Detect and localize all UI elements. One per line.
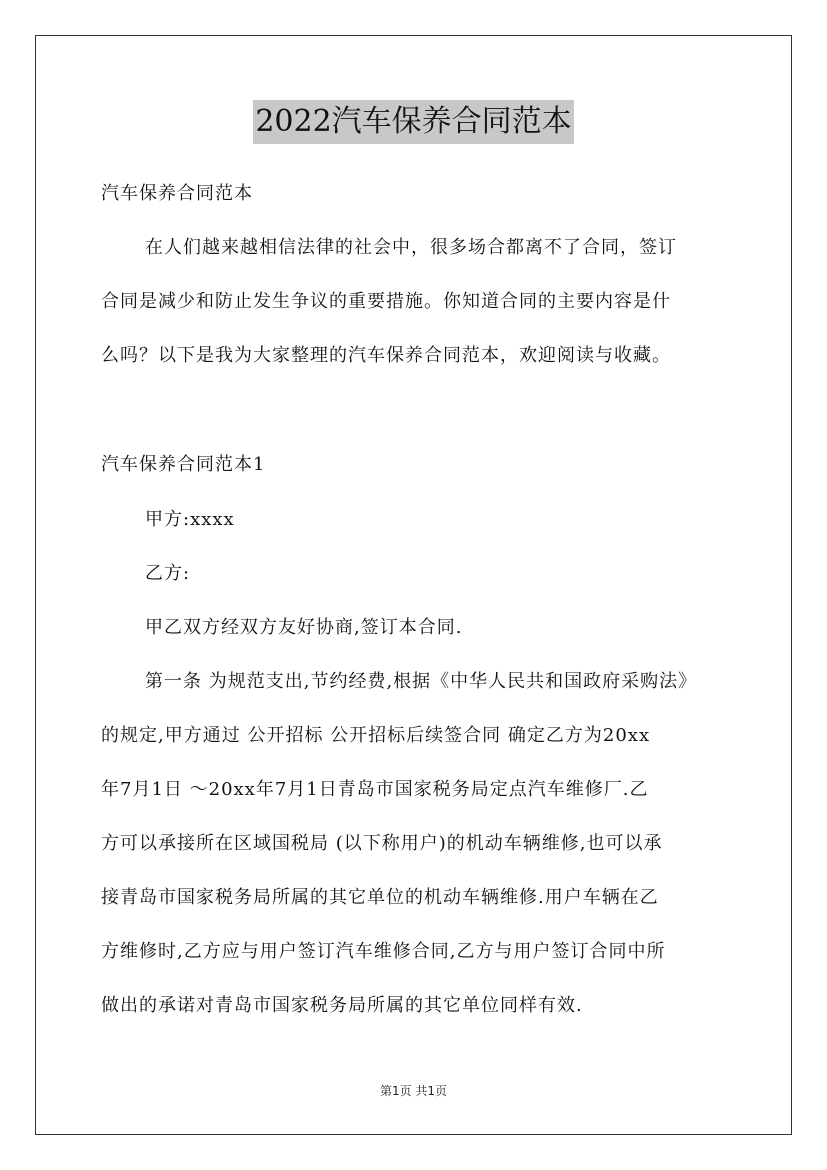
section-heading: 汽车保养合同范本1 <box>101 454 266 475</box>
article1-line-4: 方可以承接所在区域国税局 (以下称用户)的机动车辆维修,也可以承 <box>101 833 663 854</box>
intro-line-1: 在人们越来越相信法律的社会中，很多场合都离不了合同，签订 <box>145 237 677 258</box>
document-title: 2022汽车保养合同范本 <box>253 100 573 144</box>
title-container <box>0 100 827 144</box>
page-number: 第1页 共1页 <box>379 1084 448 1098</box>
article1-line-7: 做出的承诺对青岛市国家税务局所属的其它单位同样有效. <box>101 995 583 1016</box>
article1-line-5: 接青岛市国家税务局所属的其它单位的机动车辆维修.用户车辆在乙 <box>101 887 659 908</box>
party-a: 甲方:xxxx <box>145 509 235 530</box>
party-b: 乙方: <box>145 563 191 584</box>
intro-line-2: 合同是减少和防止发生争议的重要措施。你知道合同的主要内容是什 <box>101 291 671 312</box>
agreement-line: 甲乙双方经双方友好协商,签订本合同. <box>145 617 463 638</box>
intro-line-3: 么吗？以下是我为大家整理的汽车保养合同范本，欢迎阅读与收藏。 <box>101 345 671 366</box>
article1-line-3: 年7月1日 ～20xx年7月1日青岛市国家税务局定点汽车维修厂.乙 <box>101 779 649 800</box>
article1-line-6: 方维修时,乙方应与用户签订汽车维修合同,乙方与用户签订合同中所 <box>101 941 666 962</box>
subheading: 汽车保养合同范本 <box>101 183 253 204</box>
article1-line-1: 第一条 为规范支出,节约经费,根据《中华人民共和国政府采购法》 <box>145 671 698 692</box>
article1-line-2: 的规定,甲方通过 公开招标 公开招标后续签合同 确定乙方为20xx <box>101 725 651 746</box>
page-footer <box>0 1082 827 1099</box>
